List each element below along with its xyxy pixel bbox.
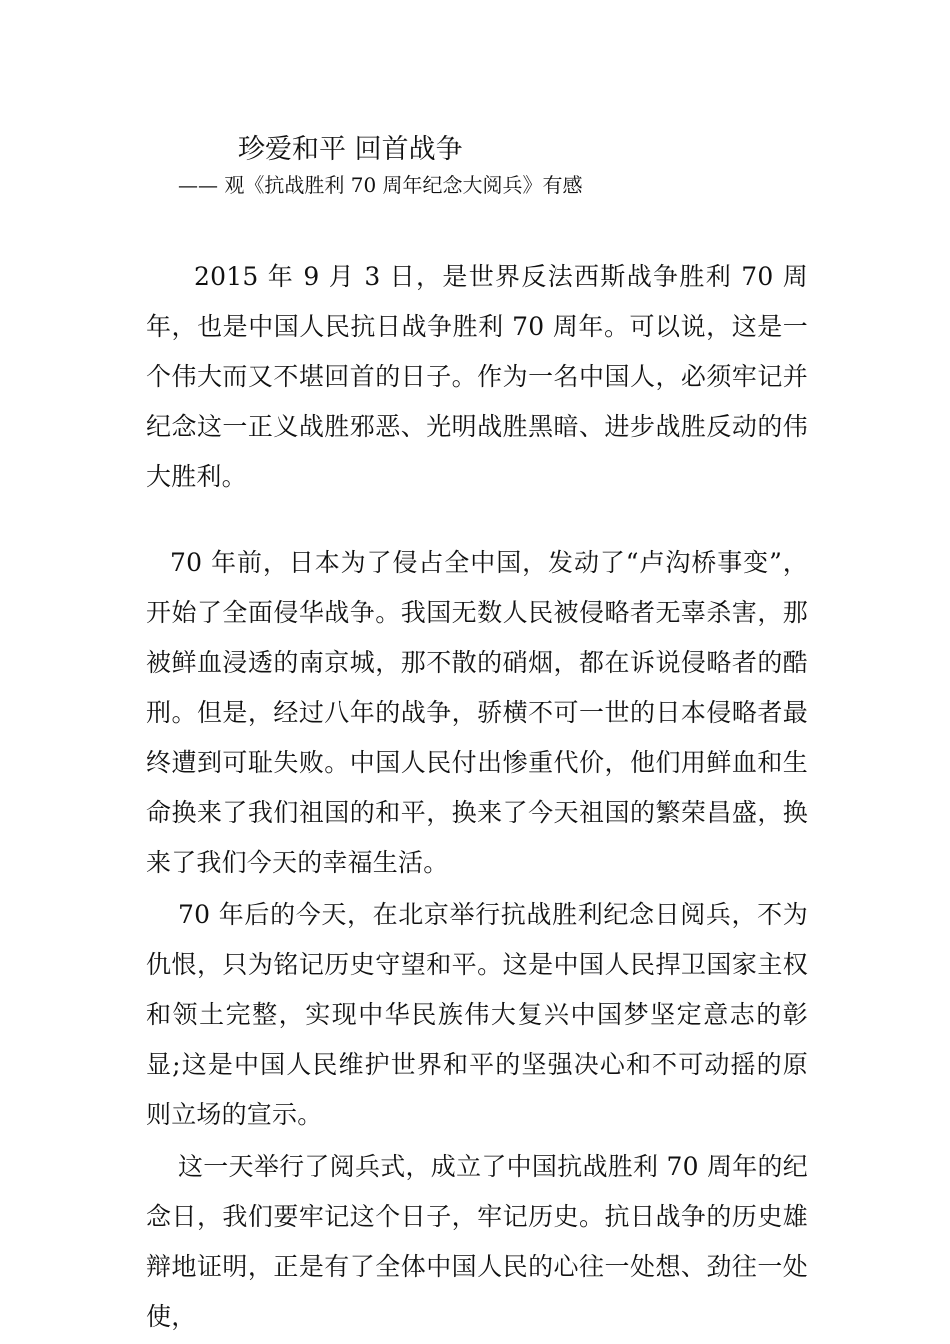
essay-title: 珍爱和平 回首战争 <box>238 134 463 165</box>
essay-body <box>146 252 808 1342</box>
paragraph-2: 70 年前，日本为了侵占全中国，发动了“卢沟桥事变”，开始了全面侵华战争。我国无数人民被侵略者无辜杀害，那被鲜血浸透的南京城，那不散的硝烟，都在诉说侵略者的酷刑。但是，经过八年的战争，骄横不可一世的日本侵略者最终遭到可耻失败。中国人民付出惨重代价，他们用鲜血和生命换来了我们祖国的和平，换来了今天祖国的繁荣昌盛，换来了我们今天的幸福生活。 <box>146 548 808 877</box>
paragraph-4: 这一天举行了阅兵式，成立了中国抗战胜利 70 周年的纪念日，我们要牢记这个日子，牢记历史。抗日战争的历史雄辩地证明，正是有了全体中国人民的心往一处想、劲往一处使， <box>146 1152 808 1331</box>
paragraph-1: 2015 年 9 月 3 日，是世界反法西斯战争胜利 70 周年，也是中国人民抗日战争胜利 70 周年。可以说，这是一个伟大而又不堪回首的日子。作为一名中国人，必须牢记并纪念这一正义战胜邪恶、光明战胜黑暗、进步战胜反动的伟大胜利。 <box>146 262 808 491</box>
essay-subtitle: —— 观《抗战胜利 70 周年纪念大阅兵》有感 <box>178 173 583 197</box>
paragraph-3: 70 年后的今天，在北京举行抗战胜利纪念日阅兵，不为仇恨，只为铭记历史守望和平。这是中国人民捍卫国家主权和领土完整，实现中华民族伟大复兴中国梦坚定意志的彰显;这是中国人民维护世界和平的坚强决心和不可动摇的原则立场的宣示。 <box>146 900 808 1129</box>
